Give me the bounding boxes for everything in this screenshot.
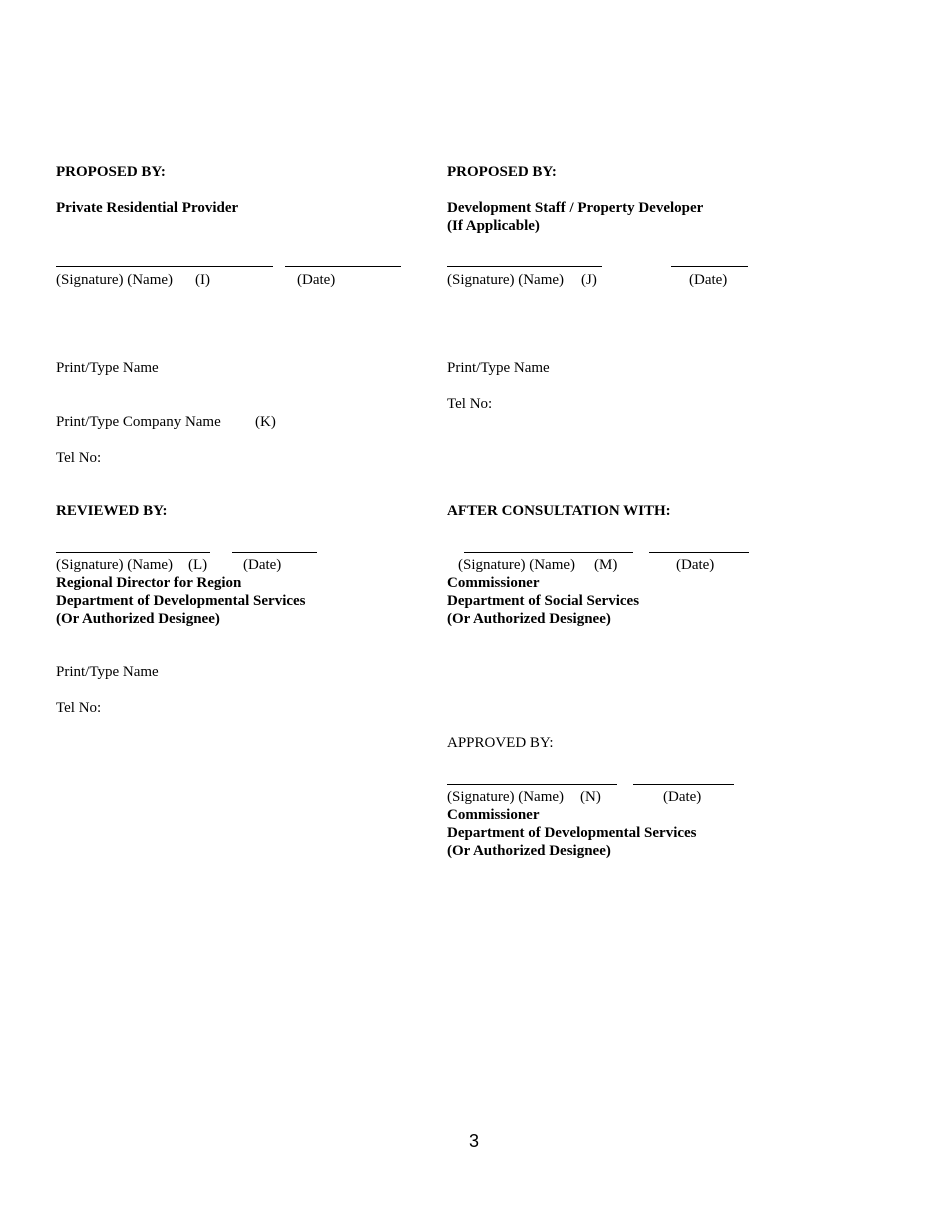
left-company-code: (K) <box>255 414 276 430</box>
right-date-label: (Date) <box>689 272 728 288</box>
consultation-date-label: (Date) <box>676 557 715 573</box>
left-signature-line <box>56 266 273 267</box>
consultation-date-line <box>649 552 749 553</box>
reviewed-signature-code: (L) <box>188 557 208 573</box>
left-print-name: Print/Type Name <box>56 360 159 376</box>
consultation-title-2: Department of Social Services <box>447 593 640 609</box>
left-date-line <box>285 266 401 267</box>
consultation-signature-label: (Signature) (Name) <box>458 557 576 573</box>
right-proposed-party-line1: Development Staff / Property Developer <box>447 200 704 216</box>
right-proposed-party-line2: (If Applicable) <box>447 218 540 234</box>
approved-date-line <box>633 784 734 785</box>
right-signature-code: (J) <box>581 272 597 288</box>
left-date-label: (Date) <box>297 272 336 288</box>
reviewed-tel: Tel No: <box>56 700 102 716</box>
right-proposed-heading: PROPOSED BY: <box>447 164 557 180</box>
reviewed-print-name: Print/Type Name <box>56 664 159 680</box>
approved-signature-label: (Signature) (Name) <box>447 789 565 805</box>
reviewed-heading: REVIEWED BY: <box>56 503 168 519</box>
right-print-name: Print/Type Name <box>447 360 550 376</box>
approved-date-label: (Date) <box>663 789 702 805</box>
approved-title-3: (Or Authorized Designee) <box>447 843 611 859</box>
left-signature-label: (Signature) (Name) <box>56 272 174 288</box>
right-signature-label: (Signature) (Name) <box>447 272 565 288</box>
approved-title-2: Department of Developmental Services <box>447 825 697 841</box>
consultation-signature-line <box>464 552 633 553</box>
right-signature-line <box>447 266 602 267</box>
reviewed-title-2: Department of Developmental Services <box>56 593 306 609</box>
right-date-line <box>671 266 748 267</box>
consultation-title-1: Commissioner <box>447 575 540 591</box>
consultation-title-3: (Or Authorized Designee) <box>447 611 611 627</box>
reviewed-title-3: (Or Authorized Designee) <box>56 611 220 627</box>
consultation-heading: AFTER CONSULTATION WITH: <box>447 503 671 519</box>
left-proposed-heading: PROPOSED BY: <box>56 164 166 180</box>
left-tel: Tel No: <box>56 450 102 466</box>
reviewed-date-label: (Date) <box>243 557 282 573</box>
approved-signature-code: (N) <box>580 789 601 805</box>
page-number: 3 <box>469 1131 480 1151</box>
consultation-signature-code: (M) <box>594 557 618 573</box>
reviewed-signature-label: (Signature) (Name) <box>56 557 174 573</box>
approved-title-1: Commissioner <box>447 807 540 823</box>
approved-signature-line <box>447 784 617 785</box>
reviewed-date-line <box>232 552 317 553</box>
reviewed-signature-line <box>56 552 210 553</box>
reviewed-title-1: Regional Director for Region <box>56 575 242 591</box>
left-company-name: Print/Type Company Name <box>56 414 221 430</box>
approved-heading: APPROVED BY: <box>447 735 554 751</box>
left-signature-code: (I) <box>195 272 210 288</box>
left-proposed-party: Private Residential Provider <box>56 200 239 216</box>
right-tel: Tel No: <box>447 396 493 412</box>
